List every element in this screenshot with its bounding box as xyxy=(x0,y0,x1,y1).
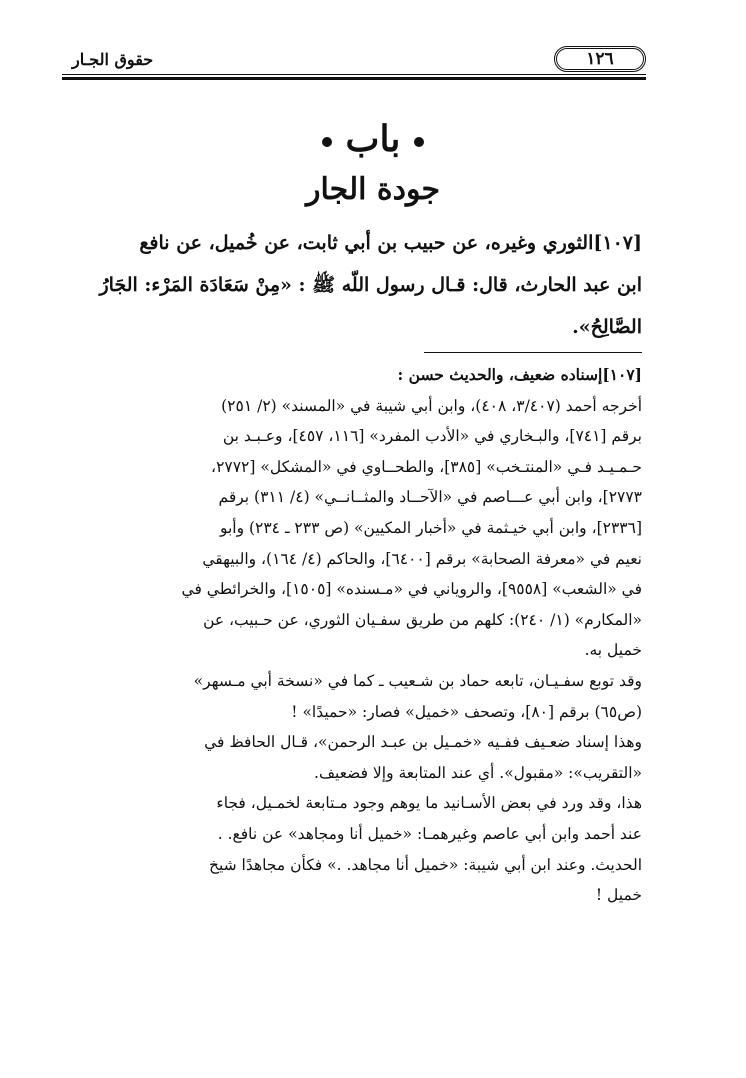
page-number: ١٢٦ xyxy=(554,46,646,72)
footnotes xyxy=(64,360,642,911)
note-line: هذا، وقد ورد في بعض الأسـانيد ما يوهم وجود مـتابعة لخمـيل، فجاء xyxy=(216,794,642,813)
note-line: الحديث. وعند ابن أبي شيبة: «خميل أنا مجاهد. .» فكأن مجاهدًا شيخ xyxy=(208,855,642,874)
bab-word: باب xyxy=(345,118,401,160)
note-line: برقم [٧٤١]، والبـخاري في «الأدب المفرد» [١١٦، ٤٥٧]، وعـبـد بن xyxy=(222,427,642,446)
bullet-icon xyxy=(414,137,424,147)
note-line: خميل ! xyxy=(595,886,642,905)
note-line: نعيم في «معرفة الصحابة» برقم [٦٤٠٠]، والحاكم (٤/ ١٦٤)، والبيهقي xyxy=(202,549,642,568)
note-line: [٢٣٣٦]، وابن أبي خيـثمة في «أخبار المكيين» (ص ٢٣٣ ـ ٢٣٤) وأبو xyxy=(219,518,642,537)
note-heading: [١٠٧]إسناده ضعيف، والحديث حسن : xyxy=(397,365,642,384)
note-line: وقد توبع سفـيـان، تابعه حماد بن شـعيب ـ كما في «نسخة أبي مـسهر» xyxy=(193,671,642,690)
note-line: حـمـيـد فـي «المنتـخب» [٣٨٥]، والطحــاوي في «المشكل» [٢٧٧٢، xyxy=(211,457,642,476)
bullet-icon xyxy=(322,137,332,147)
note-line: أخرجه أحمد (٣/٤٠٧، ٤٠٨)، وابن أبي شيبة في «المسند» (٢/ ٢٥١) xyxy=(221,396,642,415)
header-rule-thin xyxy=(62,74,646,75)
note-line: خميل به. xyxy=(584,641,642,660)
header-rule xyxy=(62,77,646,80)
bab-heading xyxy=(0,118,746,160)
note-line: وهذا إسناد ضعـيف ففـيه «خمـيل بن عبـد الرحمن»، قـال الحافظ في xyxy=(204,733,642,752)
note-line: ٢٧٧٣]، وابن أبي عـــاصم في «الآحــاد والمثــانــي» (٤/ ٣١١) برقم xyxy=(218,488,642,507)
running-header xyxy=(62,44,646,80)
chapter-title: جودة الجار xyxy=(305,172,441,207)
note-line: (ص٦٥) برقم [٨٠]، وتصحف «خميل» فصار: «حميدًا» ! xyxy=(291,702,642,721)
footnote-separator xyxy=(424,352,642,353)
hadith-line: ابن عبد الحارث، قال: قـال رسول اللّه ﷺ : «مِنْ سَعَادَة المَرْء: الجَارُ xyxy=(99,274,642,296)
hadith-line: الصَّالِحُ». xyxy=(572,316,642,338)
running-title: حقوق الجـار xyxy=(72,50,154,69)
note-line: في «الشعب» [٩٥٥٨]، والروياني في «مـسنده» [١٥٠٥]، والخرائطي في xyxy=(181,580,642,599)
note-line: «التقريب»: «مقبول». أي عند المتابعة وإلا فضعيف. xyxy=(314,763,642,782)
note-line: «المكارم» (١/ ٢٤٠): كلهم من طريق سفـيان الثوري، عن حـبيب، عن xyxy=(203,610,642,629)
hadith-text xyxy=(64,222,642,348)
hadith-line: [١٠٧]الثوري وغيره، عن حبيب بن أبي ثابت، عن خُميل، عن نافع xyxy=(139,232,642,254)
note-line: عند أحمد وابن أبي عاصم وغيرهمـا: «خميل أنا ومجاهد» عن نافع. . xyxy=(217,824,642,843)
